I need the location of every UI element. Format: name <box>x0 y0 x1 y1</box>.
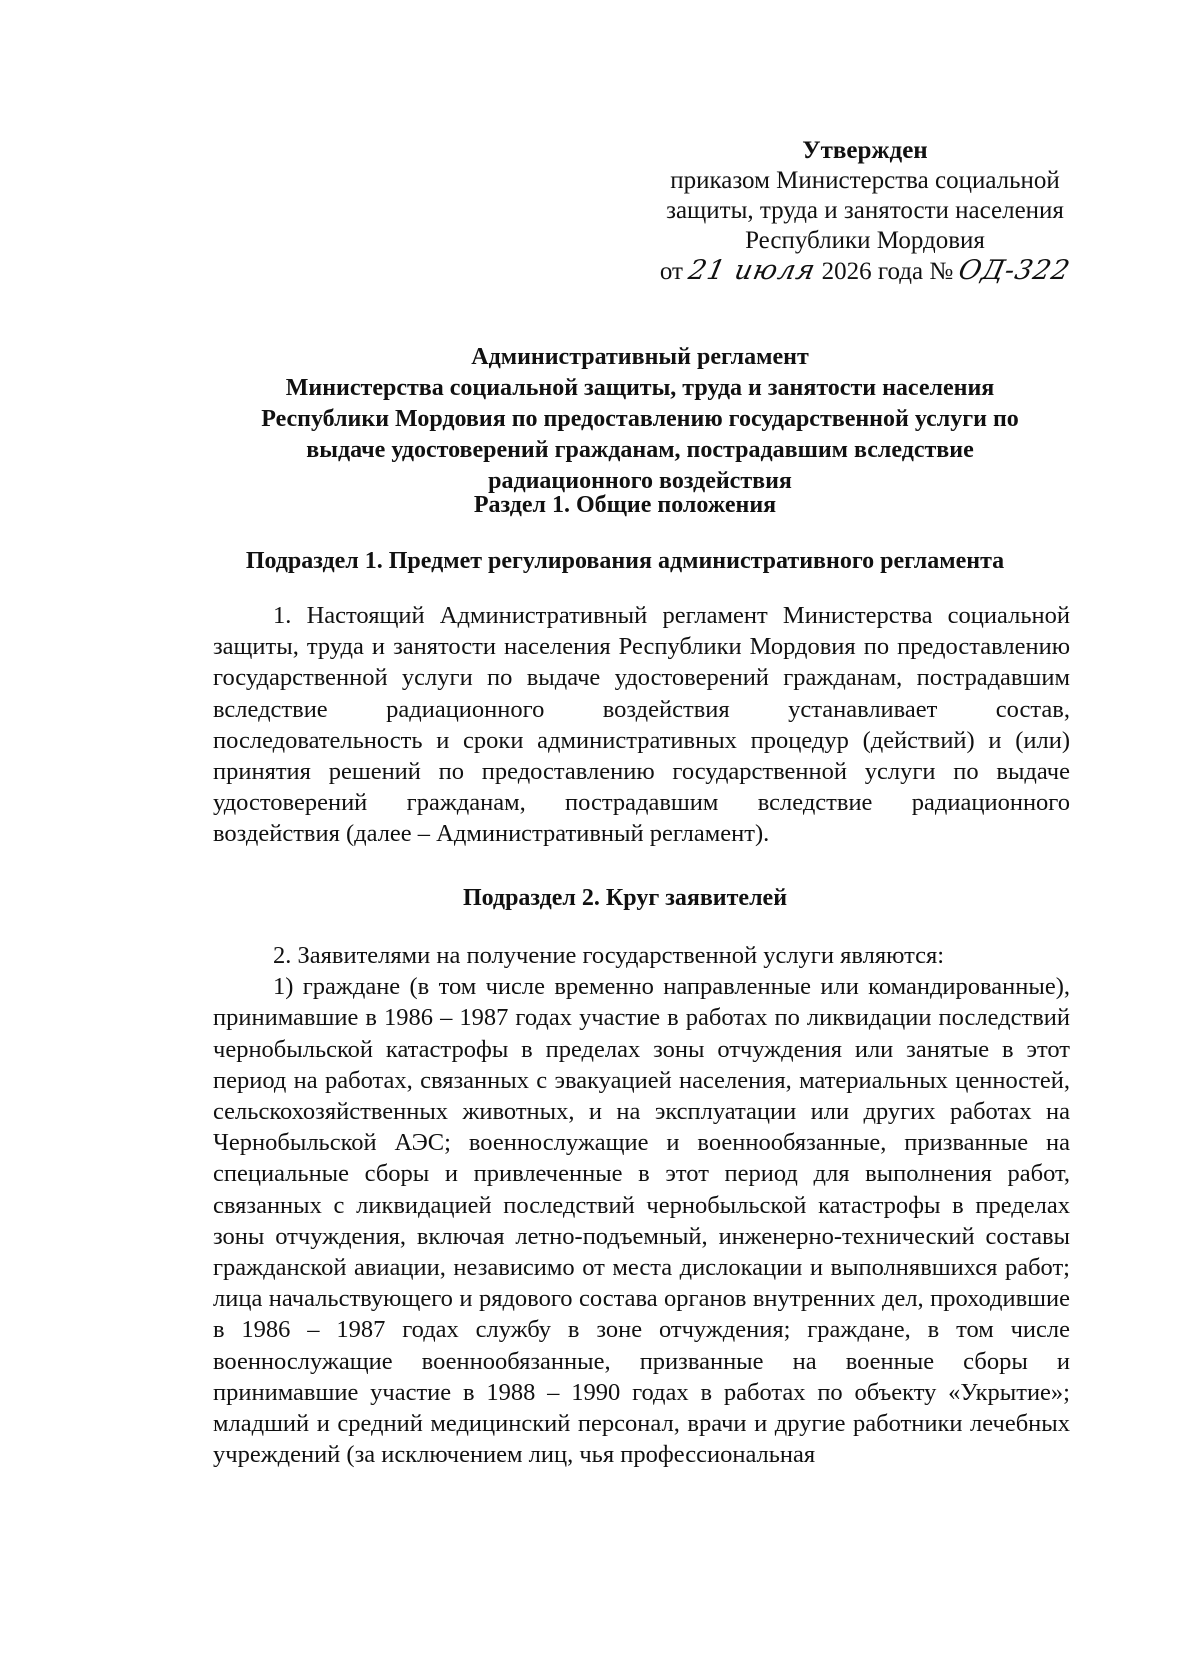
handwritten-date: 21 июля <box>685 255 819 286</box>
date-prefix: от <box>659 258 683 285</box>
title-line-3: Республики Мордовия по предоставлению государственной услуги по <box>261 406 1019 432</box>
title-line-1: Административный регламент <box>471 344 809 370</box>
approval-line-3: Республики Мордовия <box>745 227 985 254</box>
paragraph-1: 1. Настоящий Административный регламент Министерства социальной защиты, труда и занятости населения Республики Мордовия по предоставлению государственной услуги по выдаче удостоверений гражданам, пострадавшим вследствие радиационного воздействия устанавливает состав, последовательность и сроки административных процедур (действий) и (или) принятия решений по предоставлению государственной услуги по выдаче удостоверений гражданам, пострадавшим вследствие радиационного воздействия (далее – Административный регламент). <box>213 602 1070 848</box>
section-1-heading: Раздел 1. Общие положения <box>473 492 777 518</box>
approval-line-1: приказом Министерства социальной <box>670 167 1060 194</box>
title-line-4: выдаче удостоверений гражданам, пострадавшим вследствие <box>306 437 974 463</box>
paragraph-2: 2. Заявителями на получение государственной услуги являются: <box>273 942 945 969</box>
approval-date-line <box>650 256 1080 287</box>
title-line-2: Министерства социальной защиты, труда и занятости населения <box>285 375 995 401</box>
subsection-2-heading: Подраздел 2. Круг заявителей <box>462 885 788 911</box>
approval-block <box>650 136 1080 287</box>
approval-heading: Утвержден <box>802 137 928 164</box>
subsection-1-heading: Подраздел 1. Предмет регулирования административного регламента <box>245 548 1005 574</box>
subsection-1-body <box>213 600 1070 850</box>
year-text: 2026 года № <box>821 258 954 285</box>
approval-line-2: защиты, труда и занятости населения <box>666 197 1064 224</box>
document-title <box>210 342 1070 497</box>
title-line-5: радиационного воздействия <box>488 468 792 494</box>
subsection-2-body <box>213 940 1070 1470</box>
handwritten-order-number: ОД-322 <box>956 255 1074 286</box>
paragraph-2-item-1: 1) граждане (в том числе временно направленные или командированные), принимавшие в 1986 – 1987 годах участие в работах по ликвидации последствий чернобыльской катастрофы в пределах зоны отчуждения или занятые в этот период на работах, связанных с эвакуацией населения, материальных ценностей, сельскохозяйственных животных, и на эксплуатации или других работах на Чернобыльской АЭС; военнослужащие и военнообязанные, призванные на специальные сборы и привлеченные в этот период для выполнения работ, связанных с ликвидацией последствий чернобыльской катастрофы в пределах зоны отчуждения, включая летно-подъемный, инженерно-технический составы гражданской авиации, независимо от места дислокации и выполнявшихся работ; лица начальствующего и рядового состава органов внутренних дел, проходившие в 1986 – 1987 годах службу в зоне отчуждения; граждане, в том числе военнослужащие военнообязанные, призванные на военные сборы и принимавшие участие в 1988 – 1990 годах в работах по объекту «Укрытие»; младший и средний медицинский персонал, врачи и другие работники лечебных учреждений (за исключением лиц, чья профессиональная <box>213 973 1070 1469</box>
